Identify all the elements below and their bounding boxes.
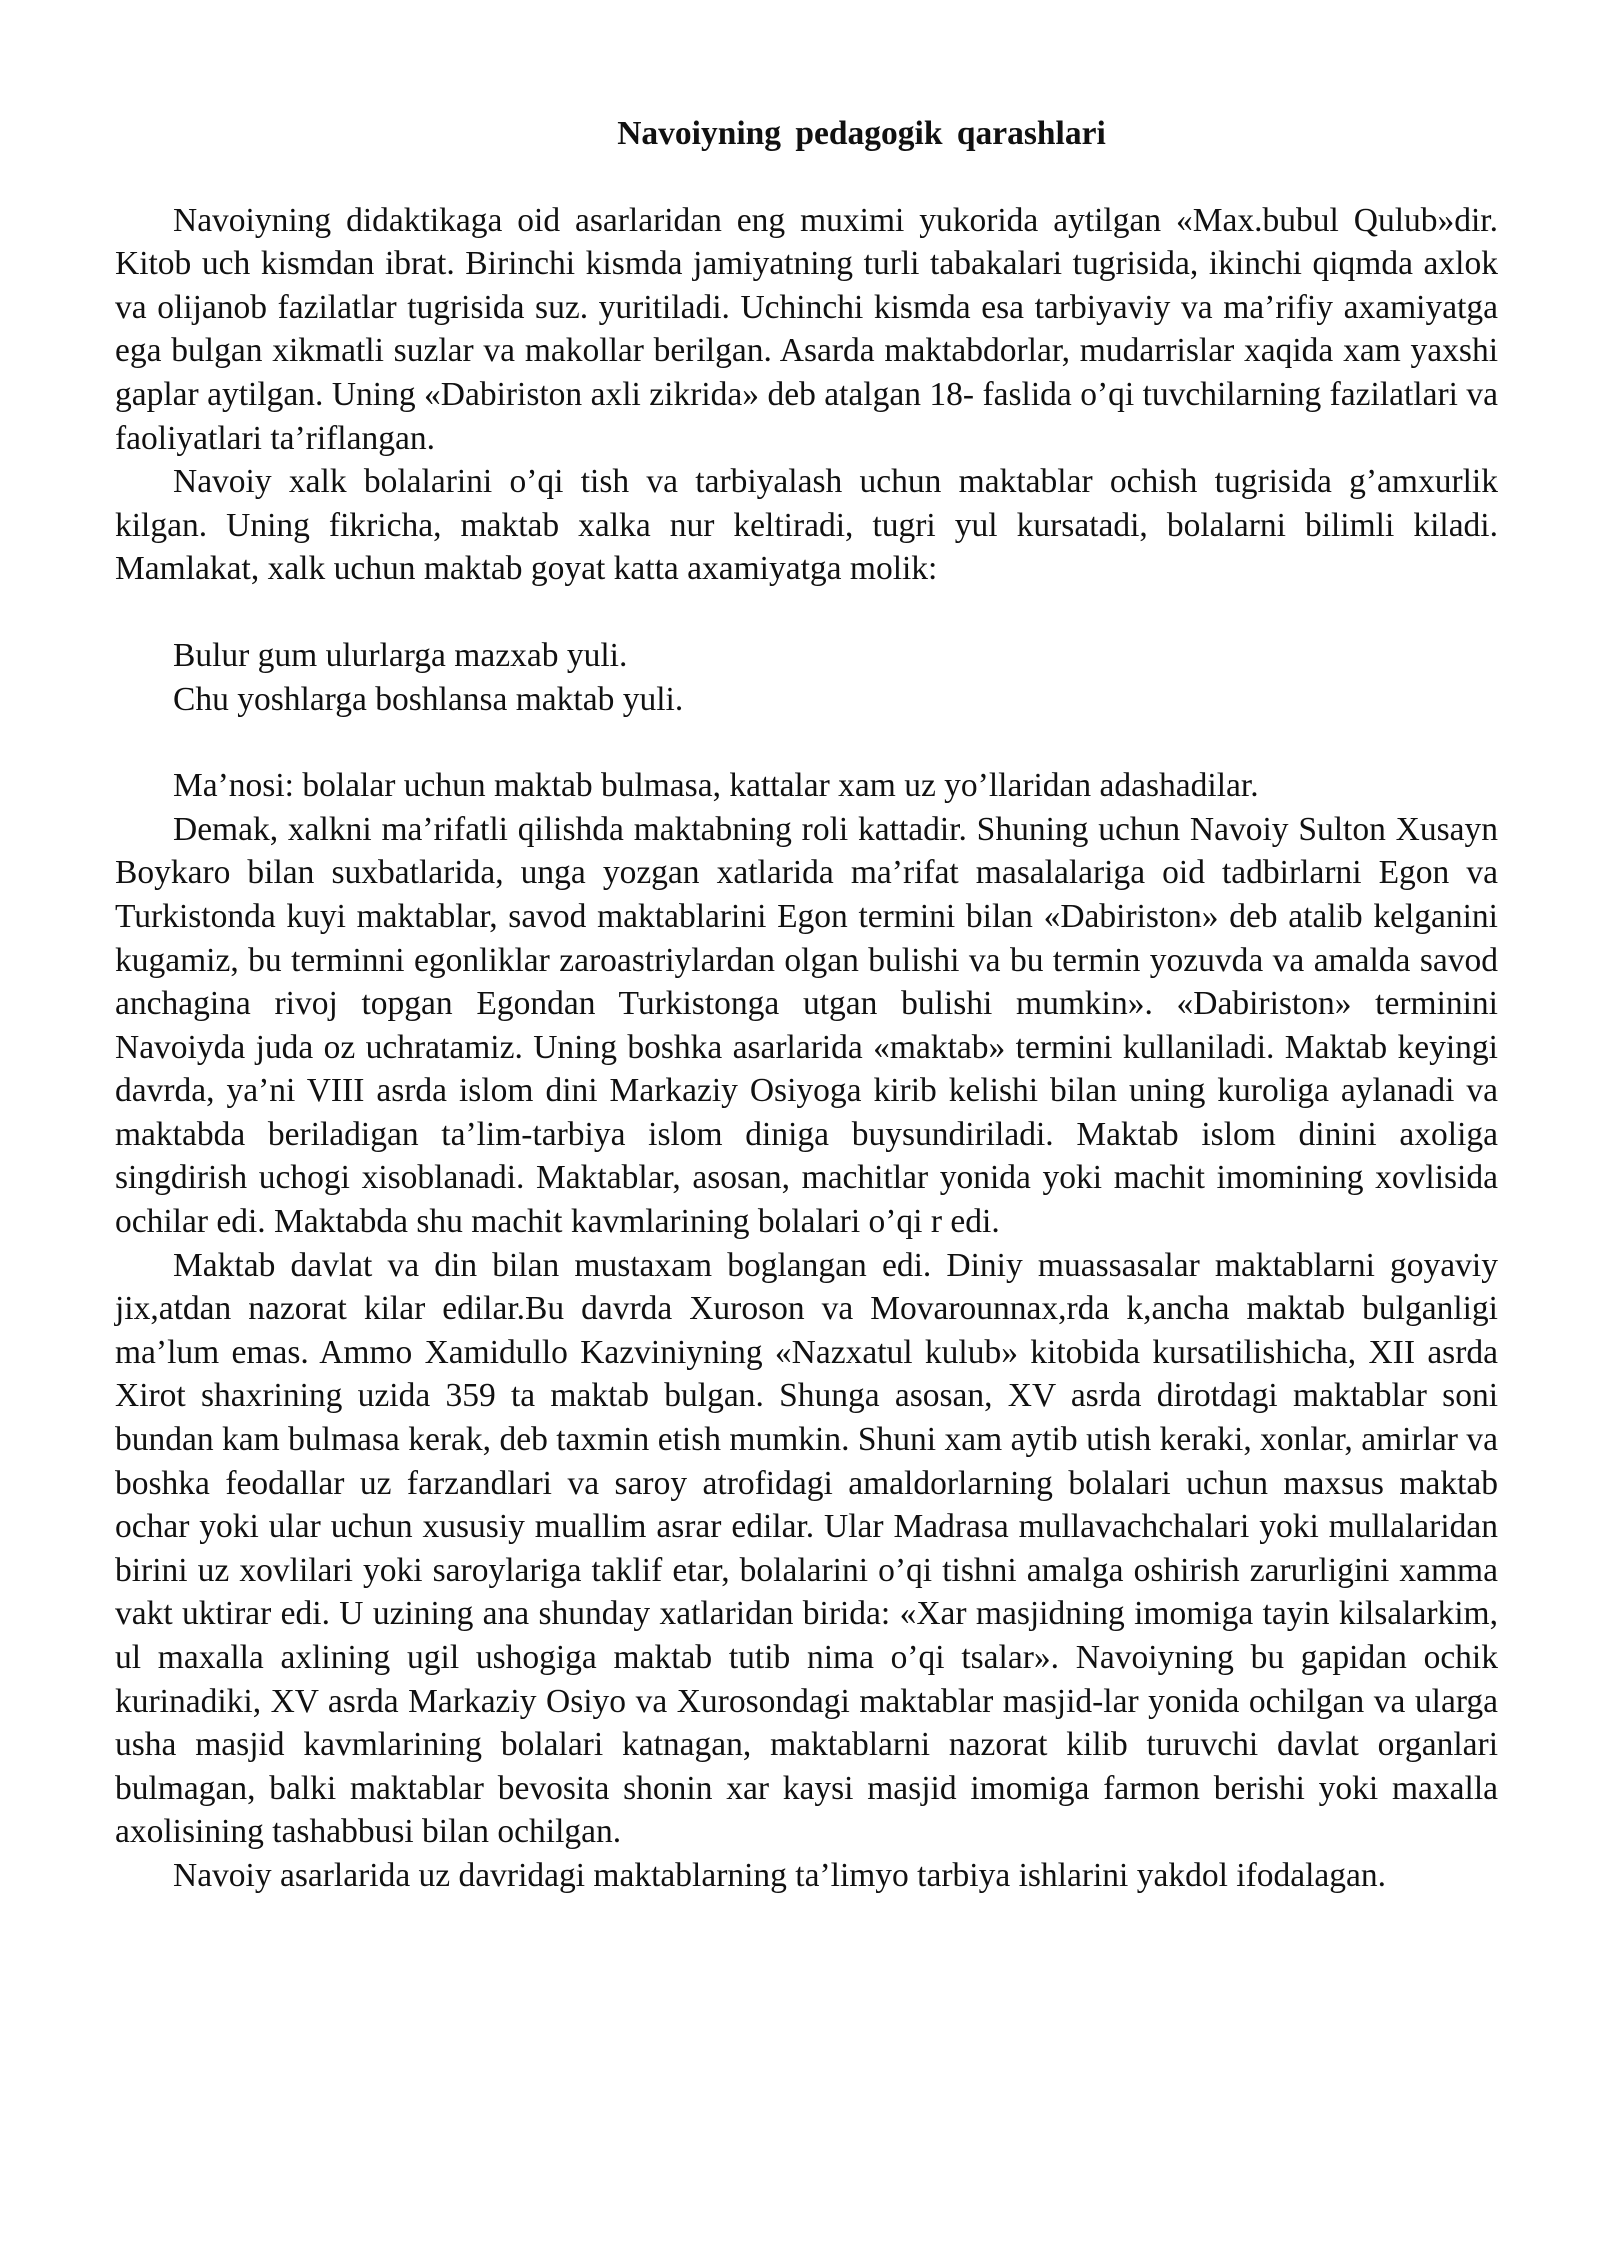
verse-block	[115, 634, 1498, 721]
verse-line-2: Chu yoshlarga boshlansa maktab yuli.	[173, 680, 684, 718]
paragraph-1: Navoiyning didaktikaga oid asarlaridan eng muximi yukorida aytilgan «Max.bubul Qulub»dir. Kitob uch kismdan ibrat. Birinchi kismda jamiyatning turli tabakalari tugrisida, ikinchi qiqmda axlok va olijanob fazilatlar tugrisida suz. yuritiladi. Uchinchi kismda esa tarbiyaviy va ma’rifiy axamiyatga ega bulgan xikmatli suzlar va makollar berilgan. Asarda maktabdorlar, mudarrislar xaqida xam yaxshi gaplar aytilgan. Uning «Dabiriston axli zikrida» deb atalgan 18- faslida o’qi tuvchilarning fazilatlari va faoliyatlari ta’riflangan.	[115, 201, 1498, 457]
document-title: Navoiyning pedagogik qarashlari	[617, 115, 1106, 152]
paragraph-6: Navoiy asarlarida uz davridagi maktablarning ta’limyo tarbiya ishlarini yakdol ifodalagan.	[173, 1856, 1387, 1894]
paragraph-2: Navoiy xalk bolalarini o’qi tish va tarbiyalash uchun maktablar ochish tugrisida g’amxurlik kilgan. Uning fikricha, maktab xalka nur keltiradi, tugri yul kursatadi, bolalarni bilimli kiladi. Mamlakat, xalk uchun maktab goyat katta axamiyatga molik:	[115, 463, 1498, 588]
document-page	[115, 112, 1498, 1898]
paragraph-4: Demak, xalkni ma’rifatli qilishda maktabning roli kattadir. Shuning uchun Navoiy Sulton Xusayn Boykaro bilan suxbatlarida, unga yozgan xatlarida ma’rifat masalalariga oid tadbirlarni Egon va Turkistonda kuyi maktablar, savod maktablarini Egon termini bilan «Dabiriston» deb atalib kelganini kugamiz, bu terminni egonliklar zaroastriylardan olgan bulishi va bu termin yozuvda va amalda savod anchagina rivoj topgan Egondan Turkistonga utgan bulishi mumkin». «Dabiriston» terminini Navoiyda juda oz uchratamiz. Uning boshka asarlarida «maktab» termini kullaniladi. Maktab keyingi davrda, ya’ni VIII asrda islom dini Markaziy Osiyoga kirib kelishi bilan uning kuroliga aylanadi va maktabda beriladigan ta’lim-tarbiya islom diniga buysundiriladi. Maktab islom dinini axoliga singdirish uchogi xisoblanadi. Maktablar, asosan, machitlar yonida yoki machit imomining xovlisida ochilar edi. Maktabda shu machit kavmlarining bolalari o’qi r edi.	[115, 810, 1498, 1241]
verse-line-1: Bulur gum ulurlarga mazxab yuli.	[173, 636, 628, 674]
paragraph-5: Maktab davlat va din bilan mustaxam boglangan edi. Diniy muassasalar maktablarni goyaviy jix,atdan nazorat kilar edilar.Bu davrda Xuroson va Movarounnax,rda k,ancha maktab bulganligi ma’lum emas. Ammo Xamidullo Kazviniyning «Nazxatul kulub» kitobida kursatilishicha, XII asrda Xirot shaxrining uzida 359 ta maktab bulgan. Shunga asosan, XV asrda dirotdagi maktablar soni bundan kam bulmasa kerak, deb taxmin etish mumkin. Shuni xam aytib utish keraki, xonlar, amirlar va boshka feodallar uz farzandlari va saroy atrofidagi amaldorlarning bolalari uchun maxsus maktab ochar yoki ular uchun xususiy muallim asrar edilar. Ular Madrasa mullavachchalari yoki mullalaridan birini uz xovlilari yoki saroylariga taklif etar, bolalarini o’qi tishni amalga oshirish zarurligini xamma vakt uktirar edi. U uzining ana shunday xatlaridan birida: «Xar masjidning imomiga tayin kilsalarkim, ul maxalla axlining ugil ushogiga maktab tutib nima o’qi tsalar». Navoiyning bu gapidan ochik kurinadiki, XV asrda Markaziy Osiyo va Xurosondagi maktablar masjid-lar yonida ochilgan va ularga usha masjid kavmlarining bolalari katnagan, maktablarni nazorat kilib turuvchi davlat organlari bulmagan, balki maktablar bevosita shonin xar kaysi masjid imomiga farmon berishi yoki maxalla axolisining tashabbusi bilan ochilgan.	[115, 1246, 1498, 1851]
paragraph-3: Ma’nosi: bolalar uchun maktab bulmasa, kattalar xam uz yo’llaridan adashadilar.	[173, 767, 1259, 805]
